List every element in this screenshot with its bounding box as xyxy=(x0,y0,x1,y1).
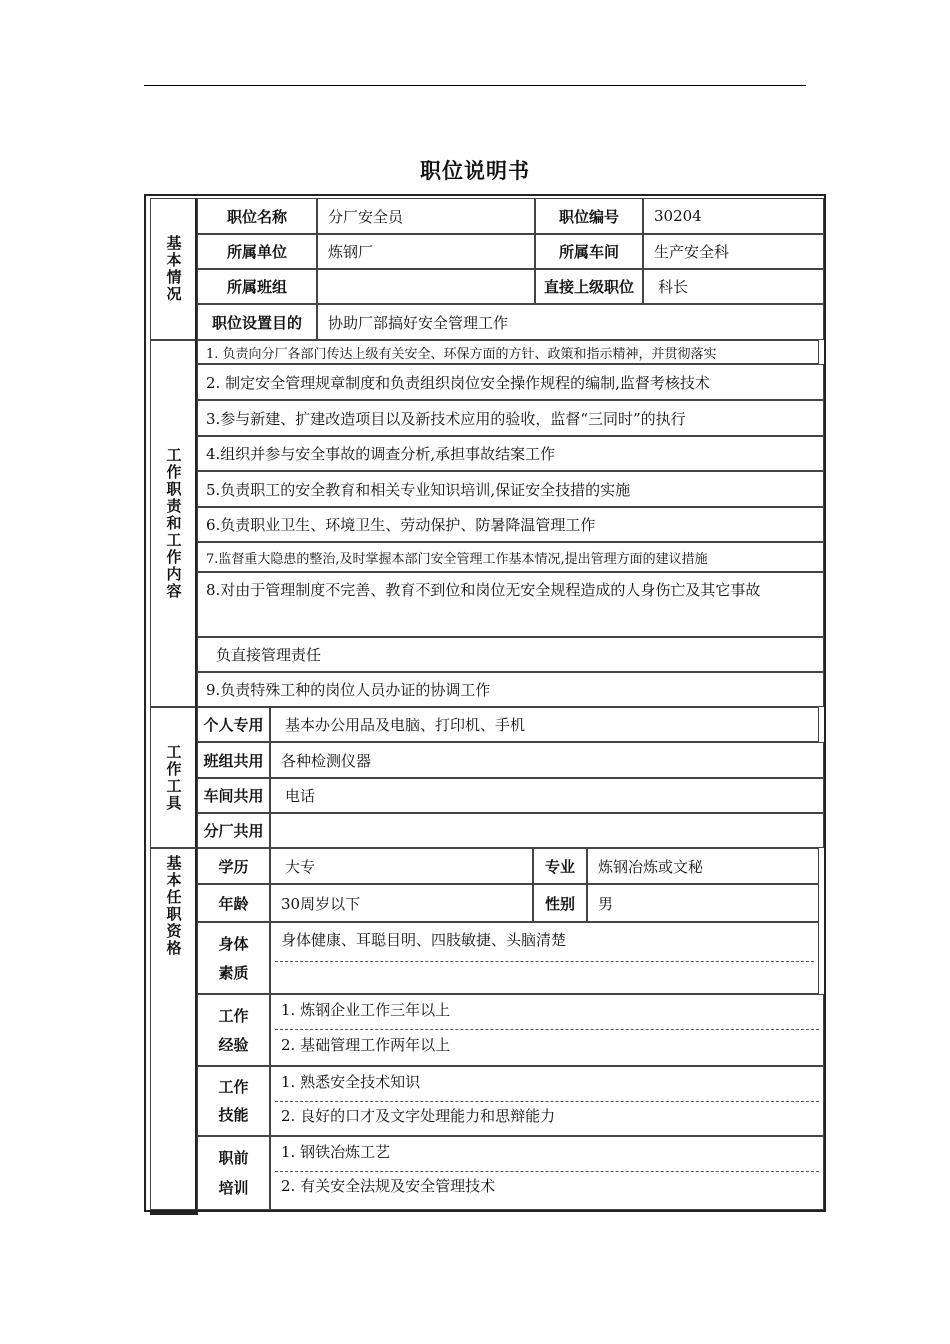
physique-label xyxy=(197,922,270,994)
section-duties xyxy=(150,340,197,707)
dashed-rule xyxy=(275,1101,819,1102)
skills-label-line-1: 工作 xyxy=(218,1078,249,1096)
major-value: 炼钢冶炼或文秘 xyxy=(587,848,819,884)
unit-value: 炼钢厂 xyxy=(317,234,535,269)
education-value: 大专 xyxy=(270,848,533,884)
position-code-value: 30204 xyxy=(643,198,824,234)
experience-label-line-1: 工作 xyxy=(218,1006,249,1025)
section-qualification xyxy=(150,848,197,1210)
duty-item: 9.负责特殊工种的岗位人员办证的协调工作 xyxy=(197,672,824,707)
purpose-label: 职位设置目的 xyxy=(197,304,317,340)
experience-value xyxy=(270,994,824,1066)
skills-item: 2. 良好的口才及文字处理能力和思辩能力 xyxy=(281,1107,556,1125)
duty-item: 5.负责职工的安全教育和相关专业知识培训,保证安全技措的实施 xyxy=(197,471,824,507)
tools-personal-value: 基本办公用品及电脑、打印机、手机 xyxy=(270,707,819,742)
duty-item: 4.组织并参与安全事故的调查分析,承担事故结案工作 xyxy=(197,436,824,471)
training-label-line-2: 培训 xyxy=(218,1179,249,1197)
duty-item: 负直接管理责任 xyxy=(197,637,824,672)
dashed-rule xyxy=(275,1029,819,1030)
section-basic xyxy=(150,198,197,340)
superior-label: 直接上级职位 xyxy=(535,269,643,304)
document-title: 职位说明书 xyxy=(420,159,530,183)
training-item: 1. 钢铁冶炼工艺 xyxy=(281,1143,391,1161)
section-tools xyxy=(150,707,197,848)
tools-workshop-label: 车间共用 xyxy=(197,778,270,813)
tools-branch-value xyxy=(270,813,824,848)
duty-item: 3.参与新建、扩建改造项目以及新技术应用的验收，监督“三同时”的执行 xyxy=(197,400,824,436)
unit-label: 所属单位 xyxy=(197,234,317,269)
tools-personal-label: 个人专用 xyxy=(197,707,270,742)
purpose-value: 协助厂部搞好安全管理工作 xyxy=(317,304,824,340)
tools-branch-label: 分厂共用 xyxy=(197,813,270,848)
dashed-rule xyxy=(275,961,814,962)
education-label: 学历 xyxy=(197,848,270,884)
section-qualification-label: 基本任职资格 xyxy=(164,855,183,957)
skills-label-line-2: 技能 xyxy=(218,1106,249,1124)
training-label xyxy=(197,1136,270,1210)
tools-team-value: 各种检测仪器 xyxy=(270,742,824,778)
physique-label-line-1: 身体 xyxy=(218,934,249,953)
training-item: 2. 有关安全法规及安全管理技术 xyxy=(281,1177,496,1195)
experience-label xyxy=(197,994,270,1066)
physique-label-line-2: 素质 xyxy=(218,963,249,982)
superior-value: 科长 xyxy=(643,269,824,304)
duty-item: 6.负责职业卫生、环境卫生、劳动保护、防暑降温管理工作 xyxy=(197,507,824,542)
header-rule xyxy=(144,85,806,86)
gender-value: 男 xyxy=(587,884,819,922)
team-value xyxy=(317,269,535,304)
dashed-rule xyxy=(275,1171,819,1172)
gender-label: 性别 xyxy=(533,884,587,922)
section-duties-label: 工作职责和工作内容 xyxy=(164,447,183,600)
training-value xyxy=(270,1136,824,1210)
workshop-value: 生产安全科 xyxy=(643,234,824,269)
age-label: 年龄 xyxy=(197,884,270,922)
skills-label xyxy=(197,1066,270,1136)
skills-item: 1. 熟悉安全技术知识 xyxy=(281,1073,421,1091)
tools-team-label: 班组共用 xyxy=(197,742,270,778)
duty-item: 7.监督重大隐患的整治,及时掌握本部门安全管理工作基本情况,提出管理方面的建议措施 xyxy=(197,542,824,572)
experience-item: 2. 基础管理工作两年以上 xyxy=(281,1036,451,1054)
frame-bottom-accent xyxy=(150,1212,198,1215)
position-code-label: 职位编号 xyxy=(535,198,643,234)
position-name-value: 分厂安全员 xyxy=(317,198,535,234)
duty-item: 1. 负责向分厂各部门传达上级有关安全、环保方面的方针、政策和指示精神，并贯彻落实 xyxy=(197,340,819,364)
duty-item: 8.对由于管理制度不完善、教育不到位和岗位无安全规程造成的人身伤亡及其它事故 xyxy=(197,572,824,637)
section-tools-label: 工作工具 xyxy=(164,743,183,812)
physique-text: 身体健康、耳聪目明、四肢敏捷、头脑清楚 xyxy=(281,931,567,949)
section-basic-label: 基本情况 xyxy=(164,235,183,303)
duty-item: 2. 制定安全管理规章制度和负责组织岗位安全操作规程的编制,监督考核技术 xyxy=(197,364,824,400)
position-name-label: 职位名称 xyxy=(197,198,317,234)
experience-label-line-2: 经验 xyxy=(218,1035,249,1054)
workshop-label: 所属车间 xyxy=(535,234,643,269)
training-label-line-1: 职前 xyxy=(218,1149,249,1167)
experience-item: 1. 炼钢企业工作三年以上 xyxy=(281,1001,451,1019)
tools-workshop-value: 电话 xyxy=(270,778,824,813)
major-label: 专业 xyxy=(533,848,587,884)
age-value: 30周岁以下 xyxy=(270,884,533,922)
physique-value xyxy=(270,922,819,994)
skills-value xyxy=(270,1066,824,1136)
team-label: 所属班组 xyxy=(197,269,317,304)
